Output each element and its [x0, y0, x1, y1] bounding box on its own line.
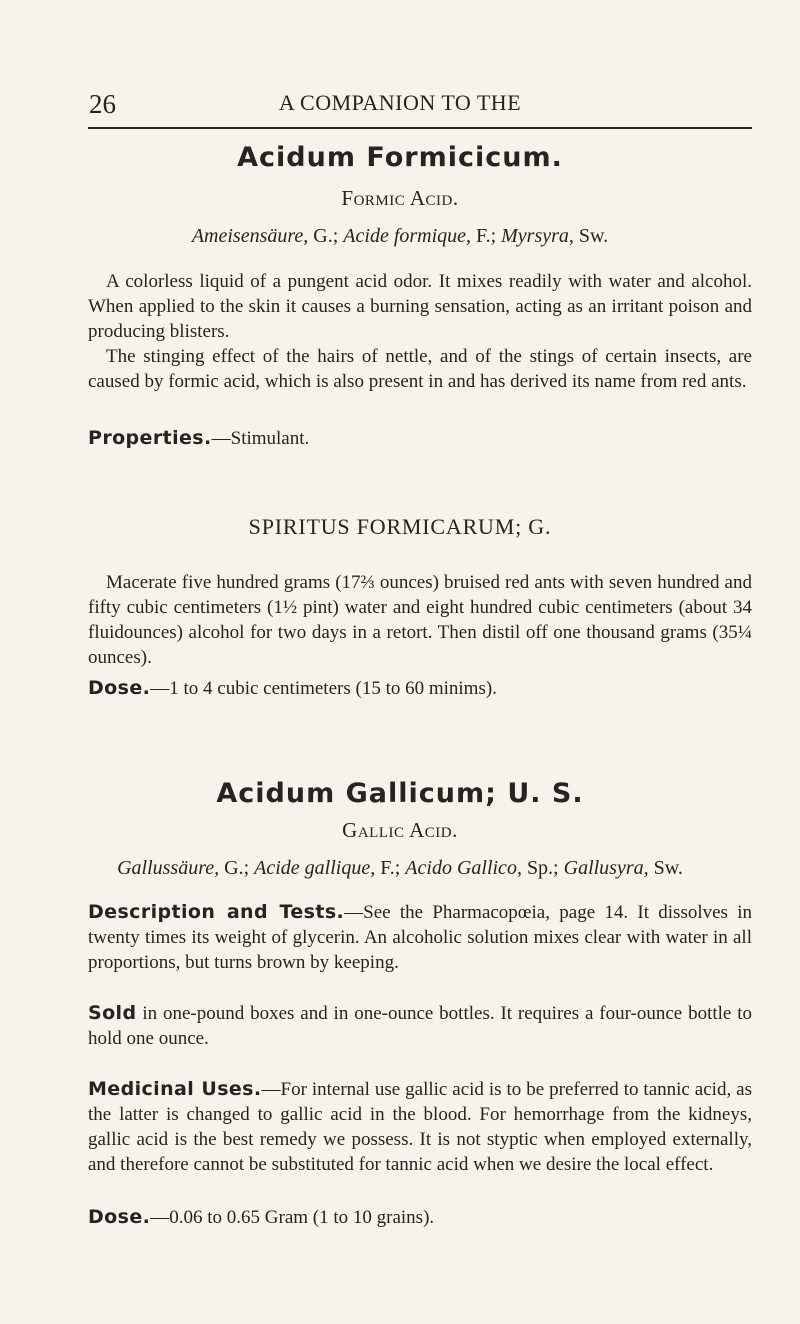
dose-label: Dose.	[88, 677, 151, 699]
running-title: A COMPANION TO THE	[278, 90, 522, 115]
synonym-german: Gallussäure,	[117, 857, 220, 879]
gallic-acid-title: Acidum Gallicum; U. S.	[216, 778, 584, 809]
gallic-description-tests	[88, 900, 752, 975]
synonym-lang: Sp.;	[521, 857, 564, 879]
formic-acid-title: Acidum Formicicum.	[237, 142, 563, 173]
gallic-acid-subtitle: Gallic Acid.	[342, 818, 458, 842]
sold-label: Sold	[88, 1002, 137, 1024]
formic-description-paragraph: A colorless liquid of a pungent acid odor. It mixes readily with water and alcohol. When applied to the skin it causes a burning sensation, acting as an irritant poison and producing blisters.	[88, 271, 752, 342]
synonym-french: Acide formique,	[343, 225, 472, 247]
formic-origin-paragraph: The stinging effect of the hairs of nettle, and of the stings of certain insects, are caused by formic acid, which is also present in and has derived its name from red ants.	[88, 346, 752, 392]
synonym-lang: Sw.	[573, 225, 609, 247]
page-number: 26	[89, 89, 116, 119]
spiritus-preparation-paragraph: Macerate five hundred grams (17⅔ ounces) bruised red ants with seven hundred and fifty cubic centimeters (1½ pint) water and eight hundred cubic centimeters (about 34 fluidounces) alcohol for two days in a retort. Then distil off one thousand grams (35¼ ounces).	[88, 572, 752, 668]
medicinal-uses-label: Medicinal Uses.	[88, 1078, 262, 1100]
dose-text: —0.06 to 0.65 Gram (1 to 10 grains).	[150, 1207, 435, 1228]
spiritus-dose	[88, 676, 752, 701]
properties-text: —Stimulant.	[211, 428, 310, 449]
dose-text: —1 to 4 cubic centimeters (15 to 60 minims).	[150, 678, 497, 699]
synonym-lang: G.;	[219, 857, 255, 879]
gallic-medicinal-uses	[88, 1077, 752, 1177]
header-rule	[88, 127, 752, 129]
gallic-dose	[88, 1205, 752, 1230]
synonym-german: Ameisensäure,	[191, 225, 309, 247]
description-tests-label: Description and Tests.	[88, 901, 345, 923]
synonym-swedish: Myrsyra,	[501, 225, 574, 247]
gallic-acid-synonyms	[0, 857, 800, 880]
synonym-lang: Sw.	[648, 857, 683, 879]
gallic-sold	[88, 1001, 752, 1051]
synonym-lang: G.;	[308, 225, 344, 247]
synonym-lang: F.;	[375, 857, 406, 879]
sold-text: in one-pound boxes and in one-ounce bottles. It requires a four-ounce bottle to hold one ounce.	[88, 1003, 752, 1049]
formic-acid-synonyms	[0, 225, 800, 248]
formic-acid-subtitle: Formic Acid.	[341, 186, 459, 210]
properties-label: Properties.	[88, 427, 212, 449]
formic-properties	[88, 426, 752, 451]
synonym-french: Acide gallique,	[254, 857, 376, 879]
spiritus-formicarum-title: SPIRITUS FORMICARUM; G.	[248, 514, 552, 539]
running-head	[0, 88, 800, 120]
dose-label: Dose.	[88, 1206, 151, 1228]
synonym-swedish: Gallusyra,	[563, 857, 649, 879]
synonym-spanish: Acido Gallico,	[405, 857, 522, 879]
medicinal-uses-text: —For internal use gallic acid is to be preferred to tannic acid, as the latter is changed to gallic acid in the blood. For hemorrhage from the kidneys, gallic acid is the best remedy we possess. It is not styptic when employed externally, and therefore cannot be substituted for tannic acid when we desire the local effect.	[88, 1079, 752, 1175]
description-tests-text: —See the Pharmacopœia, page 14. It dissolves in twenty times its weight of glycerin. An alcoholic solution mixes clear with water in all proportions, but turns brown by keeping.	[88, 902, 753, 973]
synonym-lang: F.;	[471, 225, 502, 247]
